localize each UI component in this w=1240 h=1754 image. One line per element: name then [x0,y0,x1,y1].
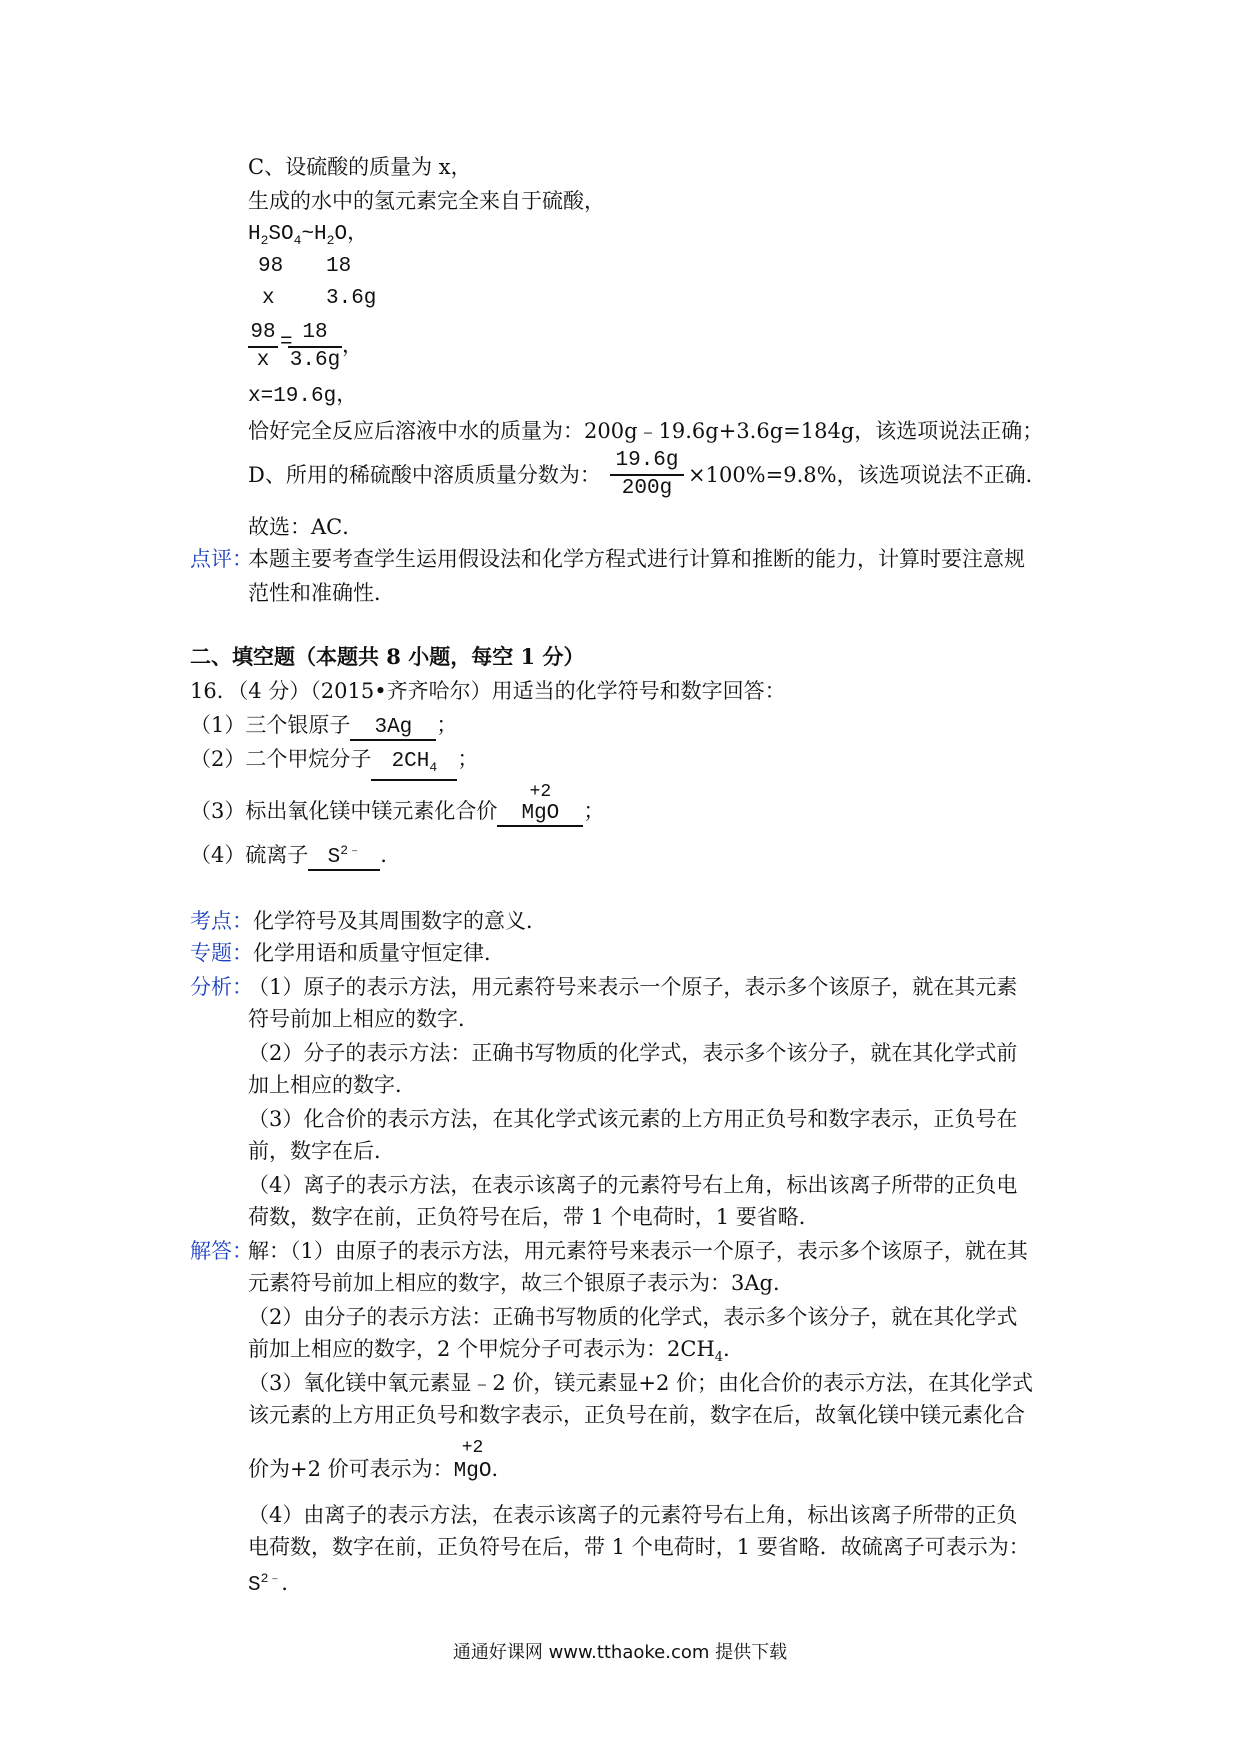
jieda-line: （2）由分子的表示方法：正确书写物质的化学式，表示多个该分子，就在其化学式 [248,1305,1018,1329]
fenxi-line: 加上相应的数字． [248,1073,416,1097]
zhuanti-text: 化学用语和质量守恒定律． [253,941,505,965]
optd-suffix: ×100%=9.8%，该选项说法不正确． [688,463,1047,487]
jieda-label: 解答： [190,1239,253,1263]
item-1-answer: 3Ag [350,717,436,741]
fraction-numerator: 18 [288,320,342,348]
ratio-bot-3-6g: 3.6g [326,287,377,310]
x-result: x=19.6g， [248,385,358,408]
comma: ， [342,333,363,357]
footer-source: 通通好课网 www.tthaoke.com 提供下载 [452,1642,788,1663]
jieda-line: 价为+2 价可表示为： +2 MgO． [248,1438,513,1483]
optc-line-2: 生成的水中的氢元素完全来自于硫酸， [248,189,605,213]
ratio-bot-x: x [262,287,275,310]
fenxi-line: （2）分子的表示方法：正确书写物质的化学式，表示多个该分子，就在其化学式前 [248,1041,1018,1065]
item-2-answer: $2CH_4$ [371,751,457,781]
fraction-18-over-3-6g [288,320,342,374]
mgo-valence-formula: +2 MgO [453,1438,492,1483]
comment-label: 点评： [190,547,253,571]
item-3-answer: +2 MgO [497,803,583,827]
fraction-19-6g-over-200g [610,448,684,502]
zhuanti [190,940,505,966]
question-16: 16．（4 分）（2015•齐齐哈尔）用适当的化学符号和数字回答： [190,679,786,703]
ratio-top-98: 98 [258,255,284,278]
fenxi-line: 符号前加上相应的数字． [248,1007,479,1031]
fraction-98-over-x [248,320,278,374]
water-mass-line: 恰好完全反应后溶液中水的质量为：200g﹣19.6g+3.6g=184g，该选项说法正确； [248,419,1044,443]
kaodian-label: 考点： [190,909,253,933]
fraction-denominator: 3.6g [289,349,341,372]
valence-mark: +2 [529,782,552,802]
ratio-top-18: 18 [326,255,352,278]
jieda-line: （3）氧化镁中氧元素显﹣2 价，镁元素显+2 价；由化合价的表示方法，在其化学式 [248,1371,1034,1395]
comment-line-2: 范性和准确性． [248,581,395,605]
comment-line-1: 本题主要考查学生运用假设法和化学方程式进行计算和推断的能力，计算时要注意规 [248,547,1025,571]
zhuanti-label: 专题： [190,941,253,965]
item-3-prefix: （3）标出氧化镁中镁元素化合价 [190,799,498,823]
jieda-line: 该元素的上方用正负号和数字表示，正负号在前，数字在后，故氧化镁中镁元素化合 [248,1403,1025,1427]
reaction-equation: $H_2SO_4\sim H_2O$， [248,223,369,249]
optc-line-1: C、设硫酸的质量为 x， [248,155,472,179]
item-4-prefix: （4）硫离子 [190,843,309,867]
fenxi-line: （4）离子的表示方法，在表示该离子的元素符号右上角，标出该离子所带的正负电 [248,1173,1018,1197]
item-4-end: ． [380,843,402,867]
equals-sign: = [280,331,293,354]
jieda-line: 元素符号前加上相应的数字，故三个银原子表示为：3Ag． [248,1271,794,1295]
fenxi-line: 前，数字在后． [248,1139,395,1163]
item-1 [190,712,457,741]
fenxi-line: 荷数，数字在前，正负符号在后，带 1 个电荷时，1 要省略． [248,1205,820,1229]
section-title: 二、填空题（本题共 8 小题，每空 1 分） [190,644,585,669]
item-2-prefix: （2）二个甲烷分子 [190,747,372,771]
fraction-denominator: 200g [621,477,673,500]
item-1-prefix: （1）三个银原子 [190,713,351,737]
item-2-end: ； [457,747,479,771]
jieda-line: 电荷数，数字在前，正负符号在后，带 1 个电荷时，1 要省略．故硫离子可表示为： [248,1535,1030,1559]
item-2 [190,746,478,781]
answer-choice: 故选：AC． [248,515,364,539]
item-4-answer: $S^{2﹣}$ [308,840,380,871]
kaodian [190,908,547,934]
fraction-numerator: 98 [248,320,278,348]
item-3 [190,782,605,827]
optd-prefix: D、所用的稀硫酸中溶质质量分数为： [248,463,601,487]
jieda-line: 解：（1）由原子的表示方法，用元素符号来表示一个原子，表示多个该原子，就在其 [248,1239,1028,1263]
jieda-line: 前加上相应的数字，2 个甲烷分子可表示为：$2CH_4$． [248,1337,745,1366]
jieda-line: （4）由离子的表示方法，在表示该离子的元素符号右上角，标出该离子所带的正负 [248,1503,1018,1527]
fraction-numerator: 19.6g [610,448,684,476]
fraction-denominator: x [256,349,270,372]
item-4 [190,840,401,871]
fenxi-label: 分析： [190,975,253,999]
kaodian-text: 化学符号及其周围数字的意义． [253,909,547,933]
item-1-end: ； [436,713,458,737]
item-3-end: ； [583,799,605,823]
fenxi-line: （1）原子的表示方法，用元素符号来表示一个原子，表示多个该原子，就在其元素 [248,975,1018,999]
fenxi-line: （3）化合价的表示方法，在其化学式该元素的上方用正负号和数字表示，正负号在 [248,1107,1018,1131]
sulfide-ion: $S^{2﹣}$． [248,1571,303,1597]
